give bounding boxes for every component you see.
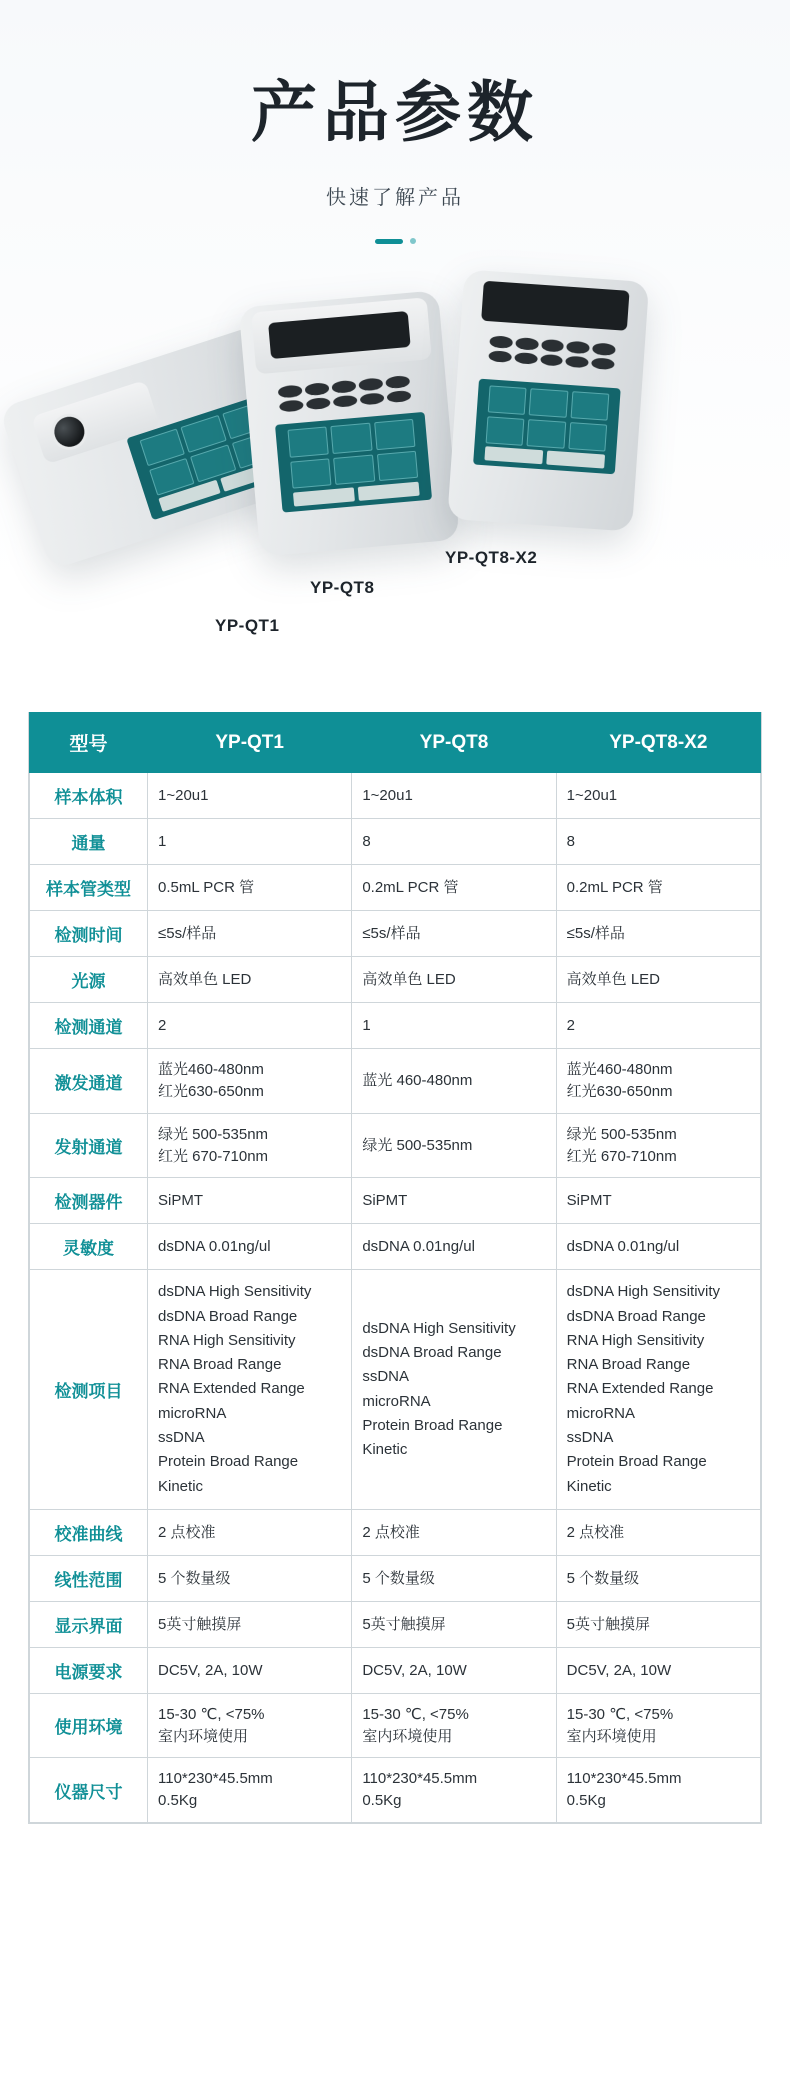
table-header-row [30, 713, 761, 773]
screen-footer-button [358, 482, 420, 501]
screen-icon-cell [333, 454, 375, 485]
table-cell: 5英寸触摸屏 [148, 1601, 352, 1647]
table-cell: DC5V, 2A, 10W [352, 1647, 556, 1693]
table-row [30, 1647, 761, 1693]
table-row [30, 1555, 761, 1601]
table-cell: 5 个数量级 [148, 1555, 352, 1601]
carousel-indicator [0, 238, 790, 244]
table-cell: 绿光 500-535nm [352, 1113, 556, 1178]
table-cell: 2 点校准 [148, 1509, 352, 1555]
table-row [30, 1003, 761, 1049]
table-row [30, 911, 761, 957]
screen-icon-cell [527, 419, 566, 448]
table-cell: 5英寸触摸屏 [556, 1601, 760, 1647]
column-header: YP-QT1 [148, 713, 352, 773]
table-row [30, 1270, 761, 1510]
table-cell: SiPMT [352, 1178, 556, 1224]
screen-icon-cell [331, 423, 373, 454]
table-row [30, 1601, 761, 1647]
table-cell: ≤5s/样品 [148, 911, 352, 957]
row-label: 显示界面 [30, 1601, 148, 1647]
table-row [30, 1758, 761, 1823]
table-cell: 15-30 ℃, <75% 室内环境使用 [556, 1693, 760, 1758]
table-cell: 1~20u1 [352, 773, 556, 819]
row-label: 电源要求 [30, 1647, 148, 1693]
table-cell: 高效单色 LED [148, 957, 352, 1003]
page-title: 产品参数 [251, 74, 539, 151]
device-screen [473, 379, 621, 475]
screen-icon-cell [287, 427, 329, 458]
screen-icon-cell [568, 422, 607, 451]
table-cell: 5 个数量级 [556, 1555, 760, 1601]
table-cell: 5英寸触摸屏 [352, 1601, 556, 1647]
sample-well [540, 354, 564, 367]
page-header [0, 0, 790, 244]
table-cell: 110*230*45.5mm 0.5Kg [148, 1758, 352, 1823]
row-label: 校准曲线 [30, 1509, 148, 1555]
sample-well [514, 352, 538, 365]
table-cell: DC5V, 2A, 10W [556, 1647, 760, 1693]
sample-well [358, 378, 383, 392]
table-row [30, 1113, 761, 1178]
screen-icon-cell [374, 419, 416, 450]
row-label: 线性范围 [30, 1555, 148, 1601]
row-label: 样本管类型 [30, 865, 148, 911]
column-header: YP-QT8 [352, 713, 556, 773]
table-cell: 高效单色 LED [352, 957, 556, 1003]
table-cell: 1 [148, 819, 352, 865]
sample-well [567, 341, 591, 354]
device-label-yp-qt8-x2: YP-QT8-X2 [445, 548, 538, 568]
table-cell: 15-30 ℃, <75% 室内环境使用 [352, 1693, 556, 1758]
spec-table [29, 712, 761, 1823]
sample-well [489, 336, 513, 349]
row-label: 检测器件 [30, 1178, 148, 1224]
table-cell: 0.2mL PCR 管 [556, 865, 760, 911]
row-label: 通量 [30, 819, 148, 865]
screen-icon-cell [290, 458, 332, 489]
table-cell: 蓝光460-480nm 红光630-650nm [556, 1049, 760, 1114]
table-row [30, 865, 761, 911]
indicator-active-dot [375, 239, 403, 244]
screen-icon-cell [529, 389, 568, 418]
table-cell: 110*230*45.5mm 0.5Kg [556, 1758, 760, 1823]
table-row [30, 1693, 761, 1758]
table-cell: 110*230*45.5mm 0.5Kg [352, 1758, 556, 1823]
table-row [30, 819, 761, 865]
screen-icon-cell [570, 391, 609, 420]
table-row [30, 957, 761, 1003]
table-cell: DC5V, 2A, 10W [148, 1647, 352, 1693]
row-label: 检测时间 [30, 911, 148, 957]
table-cell: 1~20u1 [148, 773, 352, 819]
table-cell: ≤5s/样品 [352, 911, 556, 957]
table-cell: 8 [556, 819, 760, 865]
row-label: 灵敏度 [30, 1224, 148, 1270]
table-row [30, 1224, 761, 1270]
row-label: 使用环境 [30, 1693, 148, 1758]
table-cell: SiPMT [148, 1178, 352, 1224]
sample-well [488, 350, 512, 363]
table-cell: 蓝光 460-480nm [352, 1049, 556, 1114]
table-cell: 1 [352, 1003, 556, 1049]
sample-well [305, 382, 330, 396]
table-cell: 5 个数量级 [352, 1555, 556, 1601]
row-label: 发射通道 [30, 1113, 148, 1178]
device-label-yp-qt1: YP-QT1 [215, 616, 280, 636]
sample-well [385, 375, 410, 389]
table-cell: 2 点校准 [352, 1509, 556, 1555]
table-cell: dsDNA 0.01ng/ul [556, 1224, 760, 1270]
device-yp-qt8 [239, 290, 472, 577]
sample-well [592, 343, 616, 356]
table-cell: 0.2mL PCR 管 [352, 865, 556, 911]
screen-footer-button [485, 447, 543, 465]
table-row [30, 1509, 761, 1555]
product-photo-area [0, 276, 790, 706]
screen-icon-grid [486, 386, 609, 452]
table-cell: 2 [556, 1003, 760, 1049]
table-cell: SiPMT [556, 1178, 760, 1224]
sample-well [278, 385, 303, 399]
row-label: 激发通道 [30, 1049, 148, 1114]
device-yp-qt8-x2 [446, 270, 664, 553]
row-label: 光源 [30, 957, 148, 1003]
sample-well [566, 355, 590, 368]
table-row [30, 1049, 761, 1114]
table-cell: dsDNA High Sensitivity dsDNA Broad Range ssDNA microRNA Protein Broad Range Kinetic [352, 1270, 556, 1510]
row-label: 检测项目 [30, 1270, 148, 1510]
table-cell: dsDNA High Sensitivity dsDNA Broad Range RNA High Sensitivity RNA Broad Range RNA Extended Range microRNA ssDNA Protein Broad Range Kinetic [148, 1270, 352, 1510]
device-screen [275, 412, 432, 513]
spec-table-wrapper [28, 712, 762, 1824]
row-label: 检测通道 [30, 1003, 148, 1049]
sample-well [541, 339, 565, 352]
table-cell: 蓝光460-480nm 红光630-650nm [148, 1049, 352, 1114]
table-row [30, 773, 761, 819]
screen-footer-button [293, 487, 355, 506]
table-cell: dsDNA 0.01ng/ul [148, 1224, 352, 1270]
table-cell: dsDNA High Sensitivity dsDNA Broad Range RNA High Sensitivity RNA Broad Range RNA Extended Range microRNA ssDNA Protein Broad Range Kinetic [556, 1270, 760, 1510]
table-cell: 8 [352, 819, 556, 865]
sample-well [515, 337, 539, 350]
table-cell: 绿光 500-535nm 红光 670-710nm [556, 1113, 760, 1178]
table-cell: 15-30 ℃, <75% 室内环境使用 [148, 1693, 352, 1758]
screen-icon-cell [486, 416, 525, 445]
table-cell: 绿光 500-535nm 红光 670-710nm [148, 1113, 352, 1178]
screen-icon-grid [287, 419, 418, 489]
sample-well [591, 357, 615, 370]
column-header: YP-QT8-X2 [556, 713, 760, 773]
table-cell: 高效单色 LED [556, 957, 760, 1003]
screen-icon-cell [488, 386, 527, 415]
table-cell: 2 点校准 [556, 1509, 760, 1555]
spec-table-body [30, 773, 761, 1823]
row-label: 样本体积 [30, 773, 148, 819]
table-cell: dsDNA 0.01ng/ul [352, 1224, 556, 1270]
table-cell: 2 [148, 1003, 352, 1049]
table-cell: 1~20u1 [556, 773, 760, 819]
spec-table-head [30, 713, 761, 773]
sample-well [331, 380, 356, 394]
row-label: 仪器尺寸 [30, 1758, 148, 1823]
page-subtitle: 快速了解产品 [326, 187, 464, 210]
table-cell: 0.5mL PCR 管 [148, 865, 352, 911]
table-cell: ≤5s/样品 [556, 911, 760, 957]
screen-footer-button [546, 451, 604, 469]
device-label-yp-qt8: YP-QT8 [310, 578, 375, 598]
table-row [30, 1178, 761, 1224]
indicator-dot [410, 238, 416, 244]
screen-icon-cell [377, 451, 419, 482]
column-header: 型号 [30, 713, 148, 773]
